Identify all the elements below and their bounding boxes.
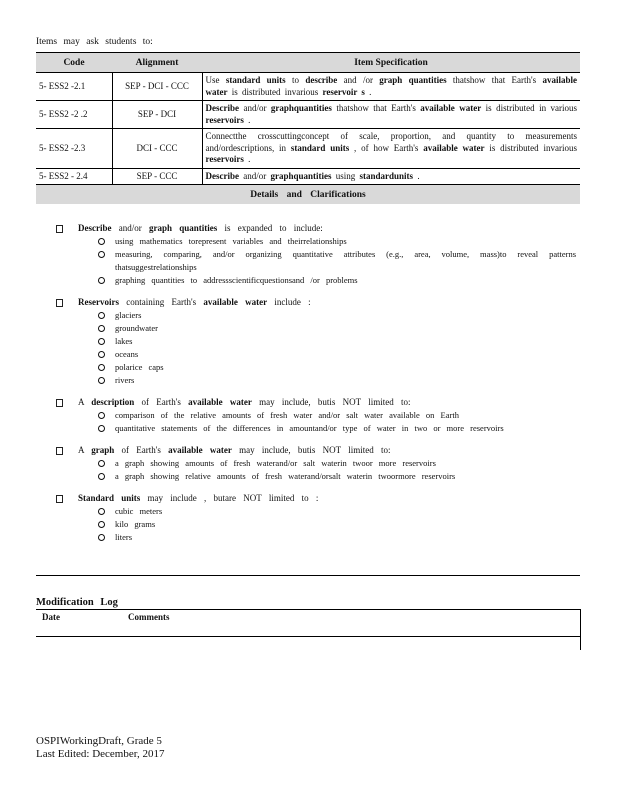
spec-keyword: available water <box>205 75 578 97</box>
list-item: glaciers <box>98 309 576 322</box>
heading-text: and/or <box>111 223 149 233</box>
spec-keyword: standard units <box>290 142 350 153</box>
details-section-heading <box>56 492 576 505</box>
heading-text: may include , butare NOT limited to : <box>140 493 319 503</box>
heading-keyword: graph quantities <box>149 223 218 233</box>
details-section-heading <box>56 444 576 457</box>
spec-keyword: graphquantities <box>270 170 332 181</box>
spec-text: . <box>413 170 420 181</box>
footer-line-1: OSPIWorkingDraft, Grade 5 <box>36 735 162 747</box>
details-list <box>56 457 576 483</box>
spec-description <box>202 129 580 169</box>
spec-description <box>202 101 580 129</box>
spec-text: . <box>243 154 251 164</box>
heading-text: is expanded to include: <box>217 223 323 233</box>
details-section <box>56 444 576 483</box>
checkbox-bullet-icon <box>56 299 63 307</box>
spec-keyword: graphquantities <box>270 103 332 113</box>
heading-text: may include, butis NOT limited to: <box>231 445 391 455</box>
modification-log-comments-header: Comments <box>128 612 170 622</box>
spec-description <box>202 168 580 185</box>
heading-text: include : <box>267 297 311 307</box>
spec-row <box>36 168 580 185</box>
heading-text: may include, butis NOT limited to: <box>251 397 411 407</box>
list-item: groundwater <box>98 322 576 335</box>
spec-text: using <box>331 170 360 181</box>
item-specification-table <box>36 52 580 204</box>
spec-alignment: DCI - CCC <box>112 129 202 169</box>
spec-text: to <box>285 75 306 85</box>
details-section-heading <box>56 222 576 235</box>
spec-row <box>36 129 580 169</box>
list-item: graphing quantities to addressscientificquestionsand /or problems <box>98 274 576 287</box>
modification-log-date-header: Date <box>42 612 60 622</box>
footer-line-2: Last Edited: December, 2017 <box>36 748 165 760</box>
heading-keyword: available water <box>203 297 268 307</box>
spec-text: and/or <box>239 103 271 113</box>
details-list <box>56 235 576 287</box>
heading-text: A <box>78 445 92 455</box>
checkbox-bullet-icon <box>56 447 63 455</box>
checkbox-bullet-icon <box>56 225 63 233</box>
footer <box>36 735 164 761</box>
details-list <box>56 505 576 544</box>
spec-code: 5- ESS2 -2 .2 <box>36 101 112 129</box>
heading-text: of Earth's <box>114 445 169 455</box>
spec-code: 5- ESS2 -2.1 <box>36 73 112 101</box>
spec-text: thatshow that Earth's <box>446 75 543 85</box>
list-item: kilo grams <box>98 518 576 531</box>
list-item: using mathematics torepresent variables and theirrelationships <box>98 235 576 248</box>
heading-keyword: Standard units <box>78 493 141 503</box>
spec-alignment: SEP - CCC <box>112 168 202 185</box>
spec-keyword: reservoir s <box>322 86 365 97</box>
heading-keyword: available water <box>188 397 252 407</box>
spec-code: 5- ESS2 - 2.4 <box>36 168 112 185</box>
list-item: quantitative statements of the differences in amountand/or type of water in two or more reservoirs <box>98 422 576 435</box>
checkbox-bullet-icon <box>56 399 63 407</box>
heading-keyword: Reservoirs <box>78 297 119 307</box>
spec-keyword: reservoirs <box>205 114 244 125</box>
heading-keyword: Describe <box>78 223 112 233</box>
heading-keyword: graph <box>91 445 115 455</box>
details-list <box>56 309 576 387</box>
spec-text: . <box>243 114 251 125</box>
spec-text: is distributed invarious <box>227 86 323 97</box>
spec-text: Use <box>205 75 226 85</box>
heading-keyword: available water <box>168 445 232 455</box>
details-header: Details and Clarifications <box>36 185 580 205</box>
details-section <box>56 492 576 544</box>
modification-log-border <box>580 609 581 650</box>
spec-text: is distributed invarious <box>484 142 577 153</box>
spec-keyword: graph quantities <box>379 75 447 85</box>
spec-text: is distributed in various <box>481 103 578 113</box>
details-section <box>56 396 576 435</box>
heading-text: of Earth's <box>134 397 189 407</box>
list-item: a graph showing relative amounts of fresh waterand/orsalt waterin twoormore reservoirs <box>98 470 576 483</box>
details-section <box>56 296 576 387</box>
spec-alignment: SEP - DCI - CCC <box>112 73 202 101</box>
list-item: cubic meters <box>98 505 576 518</box>
spec-row <box>36 73 580 101</box>
list-item: rivers <box>98 374 576 387</box>
spec-code: 5- ESS2 -2.3 <box>36 129 112 169</box>
spec-rows <box>36 73 580 185</box>
spec-text: Connectthe crosscuttingconcept of scale, proportion, and quantity to measurements and/ordescriptions, in <box>205 131 577 153</box>
spec-text: and /or <box>337 75 380 85</box>
spec-description <box>202 73 580 101</box>
header-item-specification: Item Specification <box>202 53 580 73</box>
spec-keyword: Describe <box>205 103 239 113</box>
spec-keyword: Describe <box>205 170 239 181</box>
spec-text: and/or <box>239 170 271 181</box>
details-section-heading <box>56 396 576 409</box>
intro-text: Items may ask students to: <box>36 37 153 47</box>
list-item: comparison of the relative amounts of fresh water and/or salt water available on Earth <box>98 409 576 422</box>
heading-text: A <box>78 397 92 407</box>
details-clarifications <box>56 222 576 553</box>
list-item: a graph showing amounts of fresh waterand/or salt waterin twoor more reservoirs <box>98 457 576 470</box>
header-code: Code <box>36 53 112 73</box>
list-item: measuring, comparing, and/or organizing quantitative attributes (e.g., area, volume, mass)to reveal patterns thatsuggestrelationships <box>98 248 576 274</box>
spec-keyword: available water <box>423 142 485 153</box>
list-item: oceans <box>98 348 576 361</box>
spec-keyword: reservoirs <box>205 154 244 164</box>
list-item: liters <box>98 531 576 544</box>
spec-keyword: available water <box>420 103 482 113</box>
details-list <box>56 409 576 435</box>
modification-log-table <box>36 609 580 637</box>
details-section-heading <box>56 296 576 309</box>
spec-keyword: standardunits <box>359 170 414 181</box>
list-item: lakes <box>98 335 576 348</box>
details-section <box>56 222 576 287</box>
checkbox-bullet-icon <box>56 495 63 503</box>
spec-text: , of how Earth's <box>349 142 424 153</box>
modification-log-title: Modification Log <box>36 597 118 608</box>
header-alignment: Alignment <box>112 53 202 73</box>
heading-text: containing Earth's <box>118 297 204 307</box>
heading-keyword: description <box>91 397 135 407</box>
spec-text: thatshow that Earth's <box>331 103 421 113</box>
list-item: polarice caps <box>98 361 576 374</box>
spec-row <box>36 101 580 129</box>
section-divider <box>36 575 580 576</box>
spec-keyword: describe <box>305 75 338 85</box>
spec-keyword: standard units <box>225 75 286 85</box>
spec-alignment: SEP - DCI <box>112 101 202 129</box>
spec-text: . <box>364 86 372 97</box>
